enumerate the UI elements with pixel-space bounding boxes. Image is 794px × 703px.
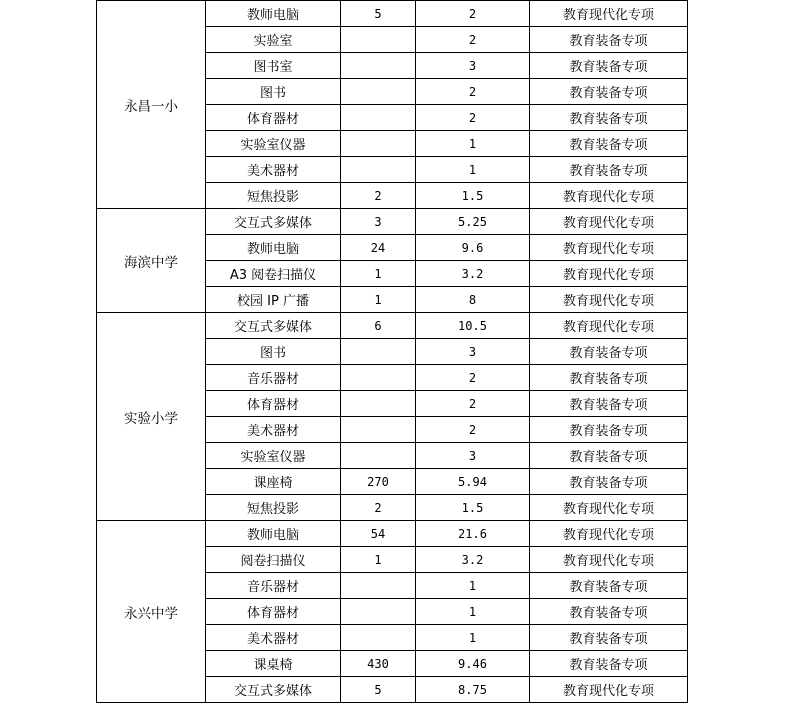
category-cell: 教育装备专项 — [530, 339, 688, 365]
item-cell: 体育器材 — [206, 105, 341, 131]
category-cell: 教育现代化专项 — [530, 287, 688, 313]
item-cell: 交互式多媒体 — [206, 209, 341, 235]
quantity-cell: 5 — [341, 677, 416, 703]
category-cell: 教育装备专项 — [530, 573, 688, 599]
amount-cell: 9.46 — [416, 651, 530, 677]
category-cell: 教育现代化专项 — [530, 677, 688, 703]
quantity-cell: 24 — [341, 235, 416, 261]
quantity-cell — [341, 79, 416, 105]
amount-cell: 8 — [416, 287, 530, 313]
item-cell: 实验室 — [206, 27, 341, 53]
amount-cell: 10.5 — [416, 313, 530, 339]
table-row — [97, 521, 688, 547]
item-cell: 图书室 — [206, 53, 341, 79]
item-cell: 图书 — [206, 339, 341, 365]
category-cell: 教育装备专项 — [530, 79, 688, 105]
item-cell: 音乐器材 — [206, 365, 341, 391]
item-cell: 实验室仪器 — [206, 131, 341, 157]
quantity-cell: 1 — [341, 287, 416, 313]
amount-cell: 5.94 — [416, 469, 530, 495]
quantity-cell — [341, 417, 416, 443]
category-cell: 教育装备专项 — [530, 53, 688, 79]
table-row — [97, 209, 688, 235]
quantity-cell — [341, 599, 416, 625]
quantity-cell — [341, 365, 416, 391]
amount-cell: 3.2 — [416, 547, 530, 573]
category-cell: 教育装备专项 — [530, 417, 688, 443]
amount-cell: 5.25 — [416, 209, 530, 235]
category-cell: 教育装备专项 — [530, 599, 688, 625]
item-cell: 体育器材 — [206, 599, 341, 625]
item-cell: 音乐器材 — [206, 573, 341, 599]
category-cell: 教育装备专项 — [530, 625, 688, 651]
equipment-table — [96, 0, 688, 703]
category-cell: 教育现代化专项 — [530, 235, 688, 261]
category-cell: 教育现代化专项 — [530, 313, 688, 339]
category-cell: 教育现代化专项 — [530, 547, 688, 573]
amount-cell: 3 — [416, 339, 530, 365]
table-row — [97, 313, 688, 339]
amount-cell: 1.5 — [416, 495, 530, 521]
category-cell: 教育现代化专项 — [530, 495, 688, 521]
amount-cell: 2 — [416, 27, 530, 53]
item-cell: 美术器材 — [206, 157, 341, 183]
quantity-cell: 3 — [341, 209, 416, 235]
amount-cell: 1 — [416, 131, 530, 157]
table-row — [97, 1, 688, 27]
item-cell: 美术器材 — [206, 417, 341, 443]
item-cell: 短焦投影 — [206, 495, 341, 521]
amount-cell: 1 — [416, 573, 530, 599]
item-cell: 图书 — [206, 79, 341, 105]
category-cell: 教育装备专项 — [530, 443, 688, 469]
category-cell: 教育装备专项 — [530, 469, 688, 495]
item-cell: 课桌椅 — [206, 651, 341, 677]
quantity-cell — [341, 625, 416, 651]
amount-cell: 1 — [416, 625, 530, 651]
item-cell: 实验室仪器 — [206, 443, 341, 469]
quantity-cell: 5 — [341, 1, 416, 27]
category-cell: 教育装备专项 — [530, 27, 688, 53]
category-cell: 教育现代化专项 — [530, 521, 688, 547]
amount-cell: 9.6 — [416, 235, 530, 261]
category-cell: 教育装备专项 — [530, 157, 688, 183]
school-name-cell: 永兴中学 — [97, 521, 206, 703]
table-body — [97, 1, 688, 703]
quantity-cell: 54 — [341, 521, 416, 547]
school-name-cell: 海滨中学 — [97, 209, 206, 313]
amount-cell: 3 — [416, 53, 530, 79]
quantity-cell — [341, 157, 416, 183]
item-cell: 交互式多媒体 — [206, 313, 341, 339]
quantity-cell: 1 — [341, 547, 416, 573]
quantity-cell — [341, 105, 416, 131]
amount-cell: 1 — [416, 157, 530, 183]
school-name-cell: 实验小学 — [97, 313, 206, 521]
quantity-cell: 270 — [341, 469, 416, 495]
category-cell: 教育现代化专项 — [530, 183, 688, 209]
quantity-cell: 2 — [341, 495, 416, 521]
category-cell: 教育装备专项 — [530, 651, 688, 677]
quantity-cell — [341, 391, 416, 417]
category-cell: 教育装备专项 — [530, 105, 688, 131]
item-cell: 教师电脑 — [206, 1, 341, 27]
amount-cell: 3 — [416, 443, 530, 469]
category-cell: 教育装备专项 — [530, 131, 688, 157]
item-cell: 体育器材 — [206, 391, 341, 417]
category-cell: 教育装备专项 — [530, 391, 688, 417]
quantity-cell: 430 — [341, 651, 416, 677]
item-cell: 教师电脑 — [206, 521, 341, 547]
amount-cell: 1 — [416, 599, 530, 625]
amount-cell: 2 — [416, 79, 530, 105]
quantity-cell — [341, 443, 416, 469]
quantity-cell: 2 — [341, 183, 416, 209]
quantity-cell — [341, 53, 416, 79]
school-name-cell: 永昌一小 — [97, 1, 206, 209]
amount-cell: 2 — [416, 365, 530, 391]
item-cell: 课座椅 — [206, 469, 341, 495]
quantity-cell: 6 — [341, 313, 416, 339]
amount-cell: 2 — [416, 417, 530, 443]
item-cell: 交互式多媒体 — [206, 677, 341, 703]
amount-cell: 3.2 — [416, 261, 530, 287]
item-cell: 教师电脑 — [206, 235, 341, 261]
quantity-cell — [341, 573, 416, 599]
item-cell: 美术器材 — [206, 625, 341, 651]
category-cell: 教育现代化专项 — [530, 209, 688, 235]
category-cell: 教育现代化专项 — [530, 1, 688, 27]
amount-cell: 1.5 — [416, 183, 530, 209]
amount-cell: 2 — [416, 105, 530, 131]
amount-cell: 8.75 — [416, 677, 530, 703]
amount-cell: 21.6 — [416, 521, 530, 547]
quantity-cell — [341, 27, 416, 53]
item-cell: 短焦投影 — [206, 183, 341, 209]
item-cell: 校园 IP 广播 — [206, 287, 341, 313]
item-cell: 阅卷扫描仪 — [206, 547, 341, 573]
item-cell: A3 阅卷扫描仪 — [206, 261, 341, 287]
amount-cell: 2 — [416, 1, 530, 27]
category-cell: 教育现代化专项 — [530, 261, 688, 287]
quantity-cell — [341, 339, 416, 365]
amount-cell: 2 — [416, 391, 530, 417]
quantity-cell: 1 — [341, 261, 416, 287]
category-cell: 教育装备专项 — [530, 365, 688, 391]
quantity-cell — [341, 131, 416, 157]
